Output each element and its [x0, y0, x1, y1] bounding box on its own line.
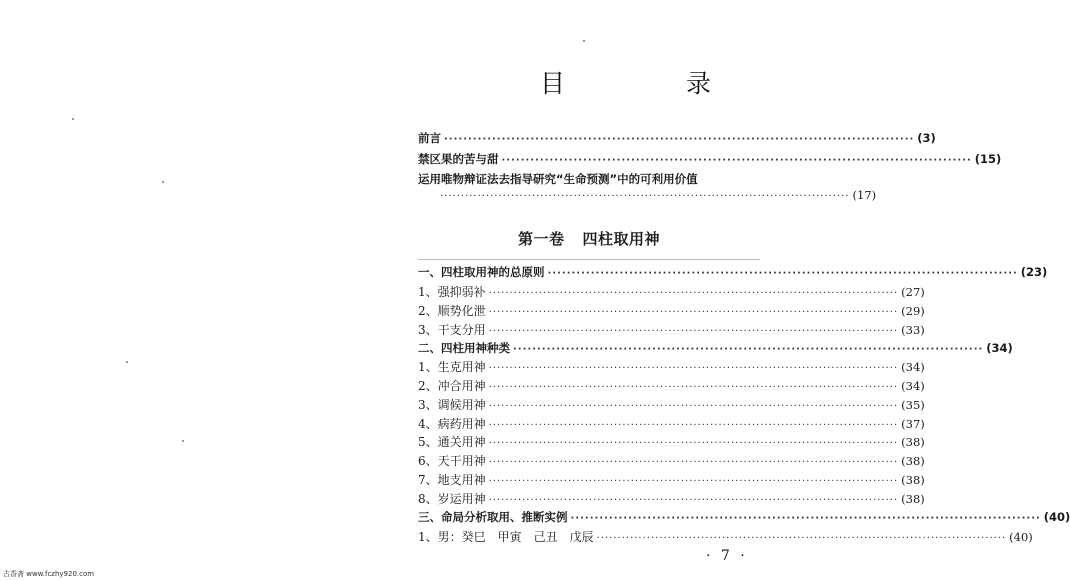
toc-entry-page: (35) — [901, 398, 925, 412]
toc-entry-page: (37) — [901, 417, 925, 431]
toc-entry-label: 1、强抑弱补 — [418, 285, 486, 299]
toc-entry-label: 8、岁运用神 — [418, 492, 486, 506]
toc-entry-page: (3) — [917, 131, 936, 145]
dot-leader: ·································································································· — [570, 513, 1041, 524]
scan-speck — [182, 440, 184, 442]
dot-leader: ·································································································· — [488, 326, 899, 337]
dot-leader: ·································································································· — [488, 382, 899, 393]
toc-entry-label: 3、干支分用 — [418, 323, 486, 337]
toc-entry[interactable] — [418, 358, 925, 376]
toc-entry[interactable] — [418, 509, 1070, 527]
toc-entry[interactable] — [418, 415, 925, 433]
dot-leader: ·································································································· — [547, 268, 1018, 279]
toc-entry-page: (27) — [901, 285, 925, 299]
toc-entry-label: 三、命局分析取用、推断实例 — [418, 510, 568, 524]
toc-entry-label: 7、地支用神 — [418, 473, 486, 487]
toc-entry-label: 4、病药用神 — [418, 417, 486, 431]
toc-entry-page: (38) — [901, 454, 925, 468]
toc-entry[interactable] — [418, 377, 925, 395]
toc-entry[interactable] — [418, 302, 925, 320]
divider — [418, 259, 760, 260]
toc-entry[interactable] — [418, 283, 925, 301]
toc-entry-long-page-row[interactable] — [418, 188, 877, 206]
toc-entry-page: (29) — [901, 304, 925, 318]
toc-entry-page: (34) — [901, 379, 925, 393]
dot-leader: ·································································································· — [488, 476, 899, 487]
toc-entry-page: (38) — [901, 435, 925, 449]
toc-entry-page: (15) — [974, 152, 1002, 166]
dot-leader: ·································································································· — [596, 533, 1007, 544]
toc-entry[interactable] — [418, 396, 925, 414]
toc-entry-label: 2、冲合用神 — [418, 379, 486, 393]
toc-entry-page: (34) — [901, 360, 925, 374]
toc-entry-long-title[interactable] — [418, 171, 760, 189]
toc-entry[interactable] — [418, 264, 1048, 282]
watermark: 古香斋 www.fczhy920.com — [3, 570, 95, 578]
dot-leader: ·································································································· — [488, 363, 899, 374]
toc-entry-page: (38) — [901, 473, 925, 487]
toc-entry[interactable] — [418, 340, 1013, 358]
scan-speck — [583, 40, 585, 42]
toc-entry[interactable] — [418, 528, 1033, 546]
dot-leader: ·································································································· — [444, 134, 915, 145]
toc-entry[interactable] — [418, 452, 925, 470]
dot-leader: ·································································································· — [488, 420, 899, 431]
toc-entry-forbidden-fruit[interactable] — [418, 151, 1002, 169]
dot-leader: ·································································································· — [513, 344, 984, 355]
toc-entry[interactable] — [418, 433, 925, 451]
toc-entry[interactable] — [418, 490, 925, 508]
toc-entry-label: 运用唯物辩证法去指导研究“生命预测”中的可利用价值 — [418, 172, 698, 186]
toc-entry-page: (40) — [1043, 510, 1070, 524]
toc-entry-label: 一、四柱取用神的总原则 — [418, 265, 545, 279]
scan-speck — [126, 361, 128, 363]
toc-entry-page: (17) — [852, 188, 877, 202]
toc-title: 目 录 — [540, 69, 760, 98]
dot-leader: ·································································································· — [488, 495, 899, 506]
toc-entry-label: 二、四柱用神种类 — [418, 341, 510, 355]
toc-entry-label: 2、顺势化泄 — [418, 304, 486, 318]
scan-speck — [162, 181, 164, 183]
toc-entry-label: 3、调候用神 — [418, 398, 486, 412]
dot-leader: ·································································································· — [488, 288, 899, 299]
dot-leader: ·································································································· — [488, 401, 899, 412]
toc-entry-label: 前言 — [418, 131, 441, 145]
toc-entry[interactable] — [418, 471, 925, 489]
toc-entry-page: (23) — [1020, 265, 1048, 279]
dot-leader: ·································································································· — [488, 438, 899, 449]
toc-entry-label: 5、通关用神 — [418, 435, 486, 449]
volume-heading — [518, 228, 660, 249]
toc-entry-page: (34) — [986, 341, 1013, 355]
toc-entry-preface[interactable] — [418, 130, 936, 148]
dot-leader: ·································································································· — [488, 307, 899, 318]
scan-speck — [72, 118, 74, 120]
toc-entry[interactable] — [418, 321, 925, 339]
volume-name: 第一卷 — [518, 230, 565, 248]
toc-entry-label: 1、男：癸巳 甲寅 己丑 戊辰 — [418, 530, 594, 544]
toc-entry-label: 6、天干用神 — [418, 454, 486, 468]
dot-leader: ·································································································· — [440, 191, 850, 202]
toc-entry-page: (40) — [1009, 530, 1033, 544]
volume-title: 四柱取用神 — [582, 230, 661, 248]
toc-entry-label: 禁区果的苦与甜 — [418, 152, 499, 166]
dot-leader: ·································································································· — [488, 457, 899, 468]
toc-entry-page: (33) — [901, 323, 925, 337]
toc-entry-page: (38) — [901, 492, 925, 506]
dot-leader: ·································································································· — [501, 155, 972, 166]
page-number: · 7 · — [706, 548, 748, 564]
toc-entry-label: 1、生克用神 — [418, 360, 486, 374]
